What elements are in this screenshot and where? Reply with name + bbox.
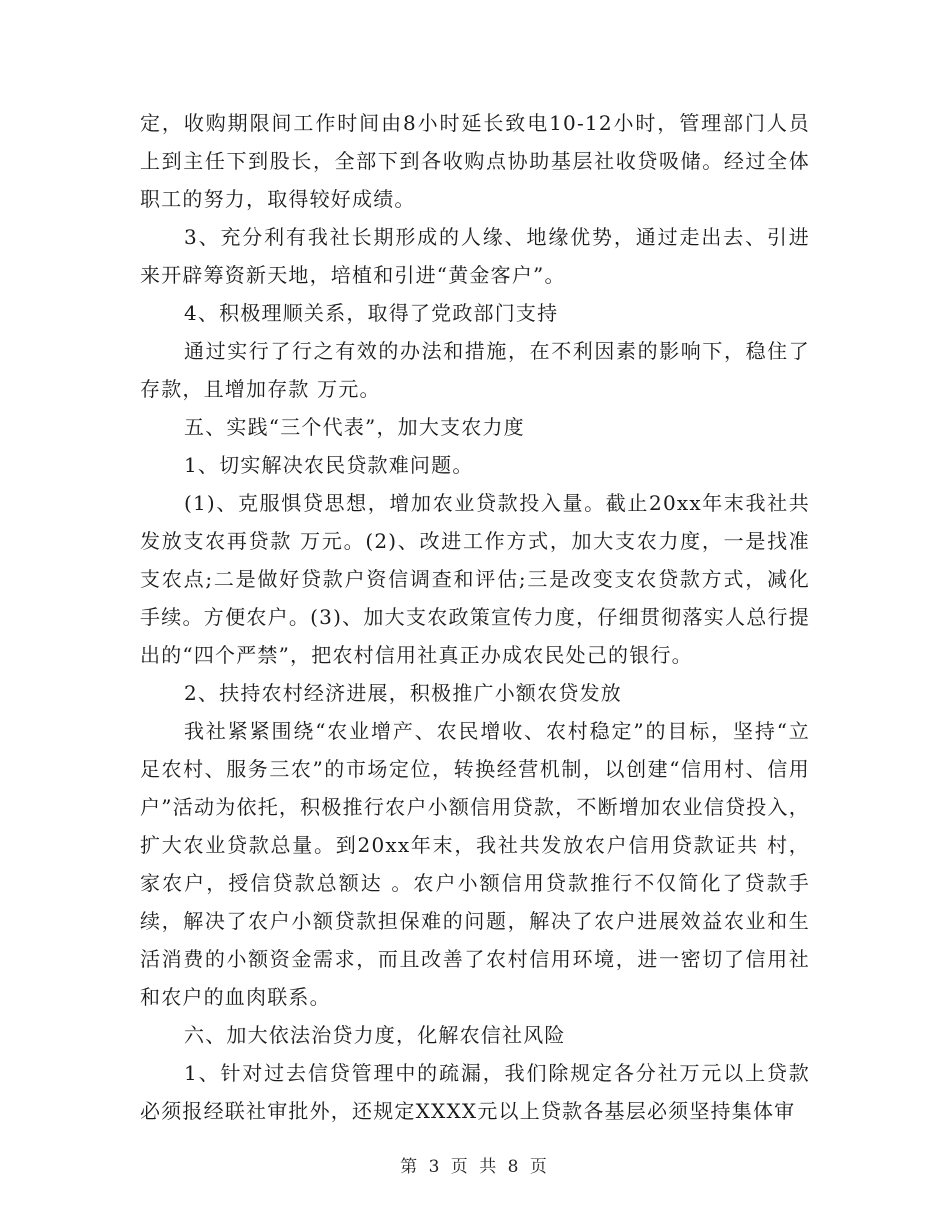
page-footer: 第 3 页 共 8 页 [400, 1157, 550, 1177]
document-body [140, 104, 810, 1130]
paragraph-4: 通过实行了行之有效的办法和措施，在不利因素的影响下，稳住了存款，且增加存款 万元。 [140, 339, 810, 401]
paragraph-8: 2、扶持农村经济进展，积极推广小额农贷发放 [184, 681, 622, 705]
paragraph-6: 1、切实解决农民贷款难问题。 [184, 453, 474, 477]
paragraph-1: 定，收购期限间工作时间由8小时延长致电10-12小时，管理部门人员上到主任下到股长，全部下到各收购点协助基层社收贷吸储。经过全体职工的努力，取得较好成绩。 [140, 111, 810, 211]
section-heading-5: 五、实践“三个代表”，加大支农力度 [184, 415, 525, 439]
paragraph-11: 1、针对过去信贷管理中的疏漏，我们除规定各分社万元以上贷款必须报经联社审批外，还规定XXXX元以上贷款各基层必须坚持集体审 [140, 1061, 810, 1123]
paragraph-7: (1)、克服惧贷思想，增加农业贷款投入量。截止20xx年末我社共发放支农再贷款 万元。(2)、改进工作方式，加大支农力度，一是找准支农点;二是做好贷款户资信调查和评估;三是改变支农贷款方式，减化手续。方便农户。(3)、加大支农政策宣传力度，仔细贯彻落实人总行提出的“四个严禁”，把农村信用社真正办成农民处己的银行。 [140, 491, 810, 667]
paragraph-3: 4、积极理顺关系，取得了党政部门支持 [184, 301, 559, 325]
paragraph-9: 我社紧紧围绕“农业增产、农民增收、农村稳定”的目标，坚持“立足农村、服务三农”的市场定位，转换经营机制，以创建“信用村、信用户”活动为依托，积极推行农户小额信用贷款，不断增加农业信贷投入，扩大农业贷款总量。到20xx年末，我社共发放农户信用贷款证共 村， 家农户，授信贷款总额达 。农户小额信用贷款推行不仅简化了贷款手续，解决了农户小额贷款担保难的问题，解决了农户进展效益农业和生活消费的小额资金需求，而且改善了农村信用环境，进一密切了信用社和农户的血肉联系。 [140, 719, 810, 1009]
paragraph-2: 3、充分利有我社长期形成的人缘、地缘优势，通过走出去、引进来开辟筹资新天地，培植和引进“黄金客户”。 [140, 225, 810, 287]
section-heading-6: 六、加大依法治贷力度，化解农信社风险 [184, 1023, 566, 1047]
